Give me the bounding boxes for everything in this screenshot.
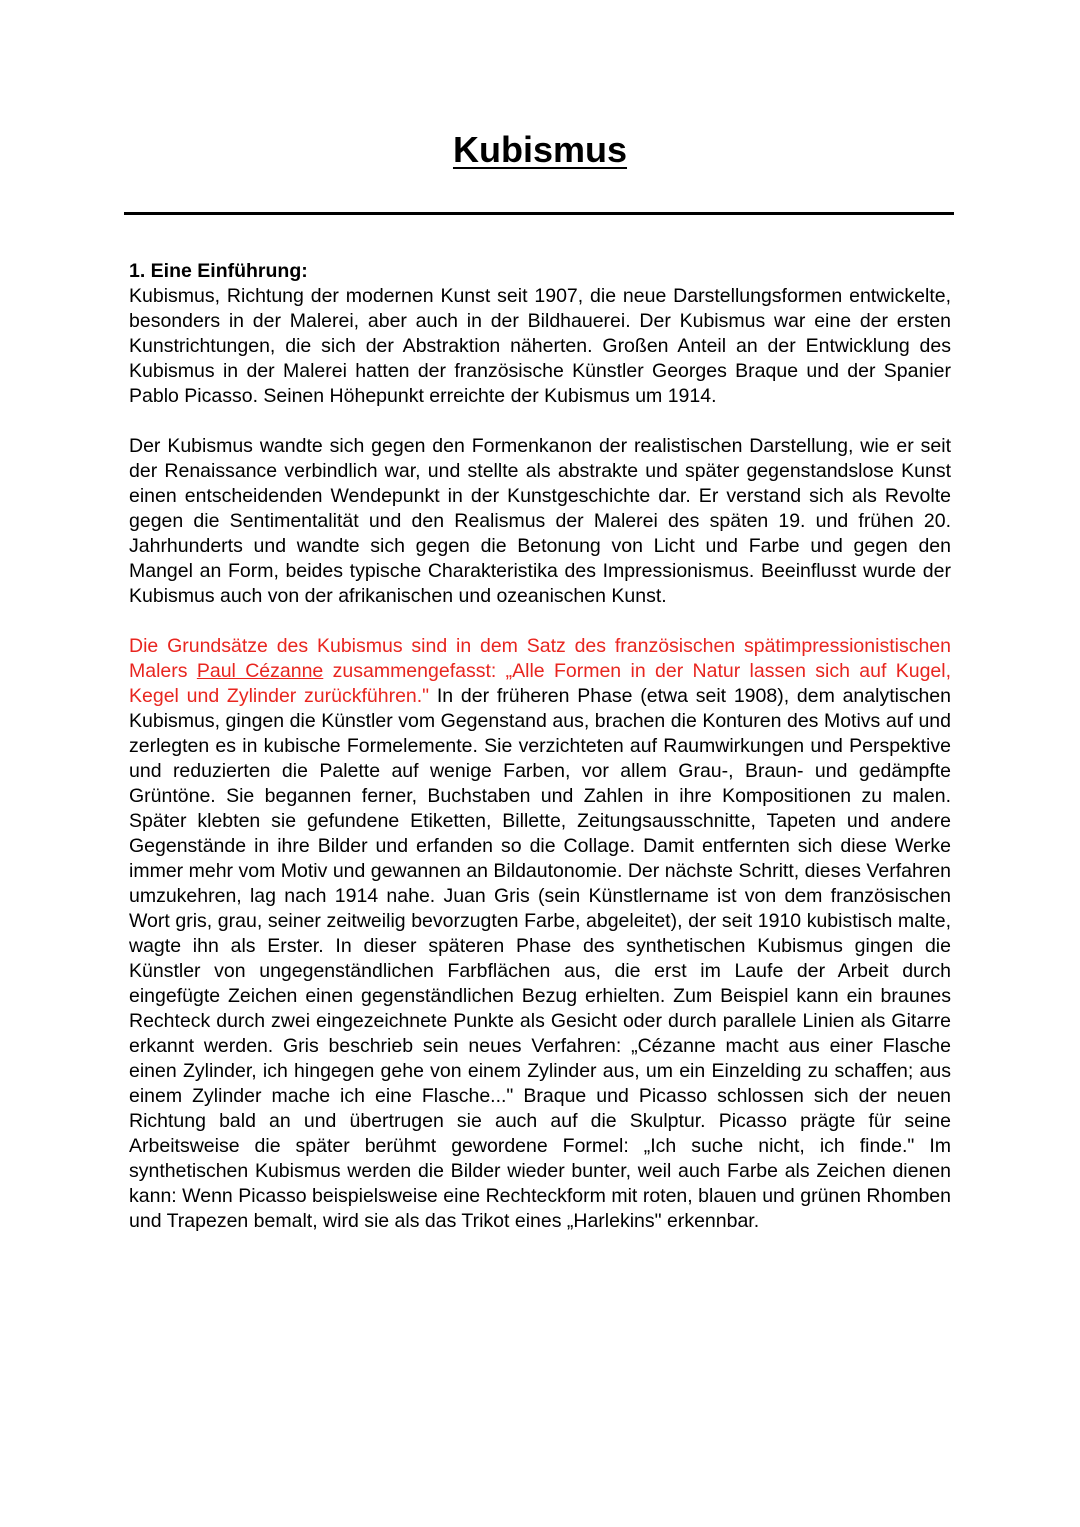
document-body [129,259,951,1259]
red-quote-start: Die Grundsätze des Kubismus sind in dem Satz des französischen spätimpressionistischen Malers [129,635,951,682]
paragraph-principles-rest: In der früheren Phase (etwa seit 1908), dem analytischen Kubismus, gingen die Künstler vom Gegenstand aus, brachen die Konturen des Motivs auf und zerlegten es in kubische Formelemente. Sie verzichteten auf Raumwirkungen und Perspektive und reduzierten die Palette auf wenige Farben, vor allem Grau-, Braun- und gedämpfte Grüntöne. Sie begannen ferner, Buchstaben und Zahlen in ihre Kompositionen zu malen. Später klebten sie gefundene Etiketten, Billette, Zeitungsausschnitte, Tapeten und andere Gegenstände in ihre Bilder und erfanden so die Collage. Damit entfernten sich diese Werke immer mehr vom Motiv und gewannen an Bildautonomie. Der nächste Schritt, dieses Verfahren umzukehren, lag nach 1914 nahe. Juan Gris (sein Künstlername ist von dem französischen Wort gris, grau, seiner zeitweilig bevorzugten Farbe, abgeleitet), der seit 1910 kubistisch malte, wagte ihn als Erster. In dieser späteren Phase des synthetischen Kubismus gingen die Künstler von ungegenständlichen Farbflächen aus, die erst im Laufe der Arbeit durch eingefügte Zeichen einen gegenständlichen Bezug erhielten. Zum Beispiel kann ein braunes Rechteck durch zwei eingezeichnete Punkte als Gesicht oder durch parallele Linien als Gitarre erkannt werden. Gris beschrieb sein neues Verfahren: „Cézanne macht aus einer Flasche einen Zylinder, ich hingegen gehe von einem Zylinder aus, um ein Einzelding zu schaffen; aus einem Zylinder mache ich eine Flasche..." Braque und Picasso schlossen sich der neuen Richtung bald an und übertrugen sie auch auf die Skulptur. Picasso prägte für seine Arbeitsweise die später berühmt gewordene Formel: „Ich suche nicht, ich finde." Im synthetischen Kubismus werden die Bilder wieder bunter, weil auch Farbe als Zeichen dienen kann: Wenn Picasso beispielsweise eine Rechteckform mit roten, blauen und grünen Rhomben und Trapezen bemalt, wird sie als das Trikot eines „Harlekins" erkennbar. [129,685,951,1232]
section-heading: 1. Eine Einführung: [129,260,308,282]
title-divider [124,212,954,215]
red-quote-end: zusammengefasst: „Alle Formen in der Natur lassen sich auf Kugel, Kegel und Zylinder zurückführen." [129,660,952,707]
paragraph-intro: Kubismus, Richtung der modernen Kunst seit 1907, die neue Darstellungsformen entwickelte, besonders in der Malerei, aber auch in der Bildhauerei. Der Kubismus war eine der ersten Kunstrichtungen, die sich der Abstraktion näherten. Großen Anteil an der Entwicklung des Kubismus in der Malerei hatten der französische Künstler Georges Braque und der Spanier Pablo Picasso. Seinen Höhepunkt erreichte der Kubismus um 1914. [129,285,951,407]
paragraph-principles [129,634,951,1234]
document-title-text: Kubismus [452,129,628,170]
cezanne-link[interactable]: Paul Cézanne [196,660,324,682]
document-title [0,128,1080,172]
paragraph-context: Der Kubismus wandte sich gegen den Formenkanon der realistischen Darstellung, wie er seit der Renaissance verbindlich war, und stellte als abstrakte und später gegenstandslose Kunst einen entscheidenden Wendepunkt in der Kunstgeschichte dar. Er verstand sich als Revolte gegen die Sentimentalität und den Realismus der Malerei des späten 19. und frühen 20. Jahrhunderts und wandte sich gegen die Betonung von Licht und Farbe und gegen den Mangel an Form, beides typische Charakteristika des Impressionismus. Beeinflusst wurde der Kubismus auch von der afrikanischen und ozeanischen Kunst. [129,435,951,607]
